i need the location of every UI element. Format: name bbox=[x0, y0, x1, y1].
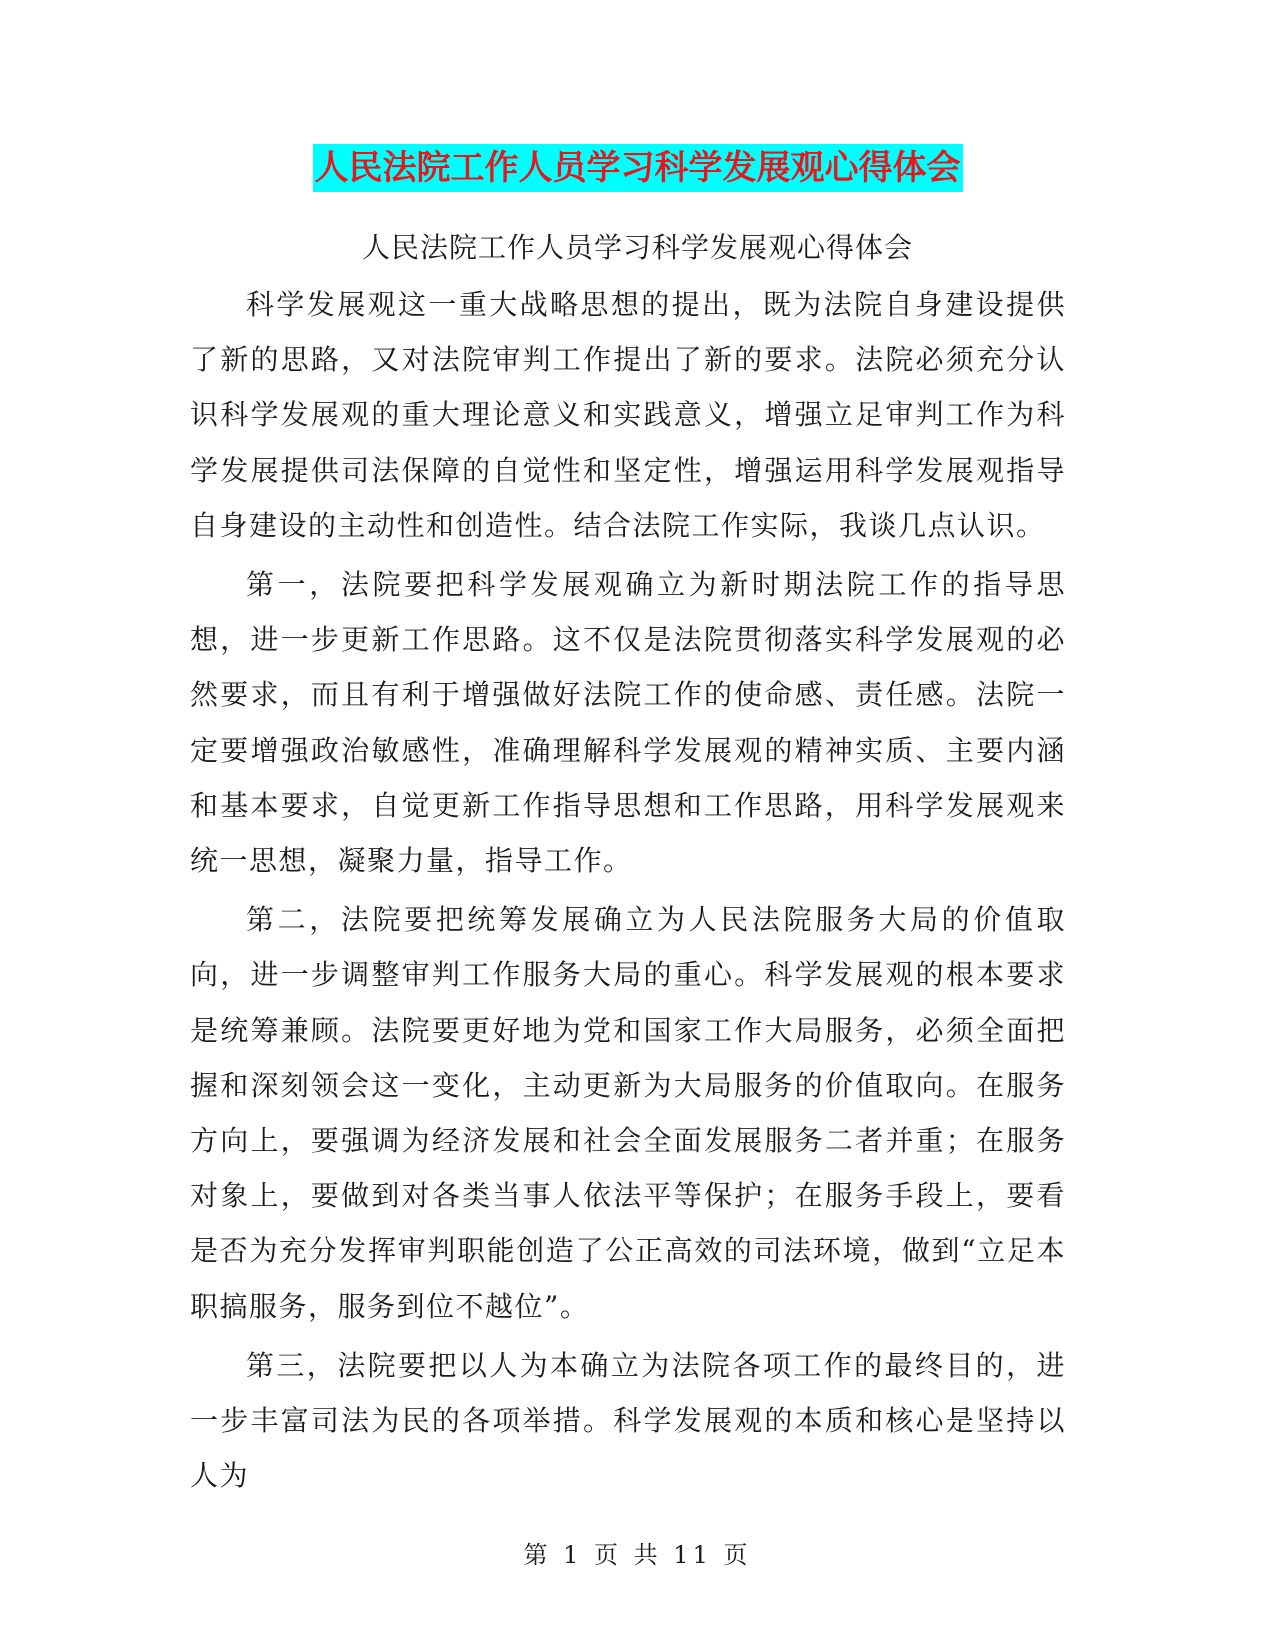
paragraph: 第三，法院要把以人为本确立为法院各项工作的最终目的，进一步丰富司法为民的各项举措。科学发展观的本质和核心是坚持以人为 bbox=[190, 1348, 1066, 1493]
paragraph: 第二，法院要把统筹发展确立为人民法院服务大局的价值取向，进一步调整审判工作服务大局的重心。科学发展观的根本要求是统筹兼顾。法院要更好地为党和国家工作大局服务，必须全面把握和深刻领会这一变化，主动更新为大局服务的价值取向。在服务方向上，要强调为经济发展和社会全面发展服务二者并重；在服务对象上，要做到对各类当事人依法平等保护；在服务手段上，要看是否为充分发挥审判职能创造了公正高效的司法环境，做到“立足本职搞服务，服务到位不越位”。 bbox=[190, 903, 1066, 1323]
document-subtitle: 人民法院工作人员学习科学发展观心得体会 bbox=[361, 231, 913, 264]
page-number-footer: 第 1 页 共 11 页 bbox=[523, 1541, 752, 1569]
title-container bbox=[0, 144, 1275, 192]
paragraph: 科学发展观这一重大战略思想的提出，既为法院自身建设提供了新的思路，又对法院审判工作提出了新的要求。法院必须充分认识科学发展观的重大理论意义和实践意义，增强立足审判工作为科学发展提供司法保障的自觉性和坚定性，增强运用科学发展观指导自身建设的主动性和创造性。结合法院工作实际，我谈几点认识。 bbox=[190, 288, 1066, 542]
paragraph: 第一，法院要把科学发展观确立为新时期法院工作的指导思想，进一步更新工作思路。这不仅是法院贯彻落实科学发展观的必然要求，而且有利于增强做好法院工作的使命感、责任感。法院一定要增强政治敏感性，准确理解科学发展观的精神实质、主要内涵和基本要求，自觉更新工作指导思想和工作思路，用科学发展观来统一思想，凝聚力量，指导工作。 bbox=[190, 568, 1066, 878]
document-title: 人民法院工作人员学习科学发展观心得体会 bbox=[313, 144, 963, 192]
document-body bbox=[190, 277, 1066, 1507]
